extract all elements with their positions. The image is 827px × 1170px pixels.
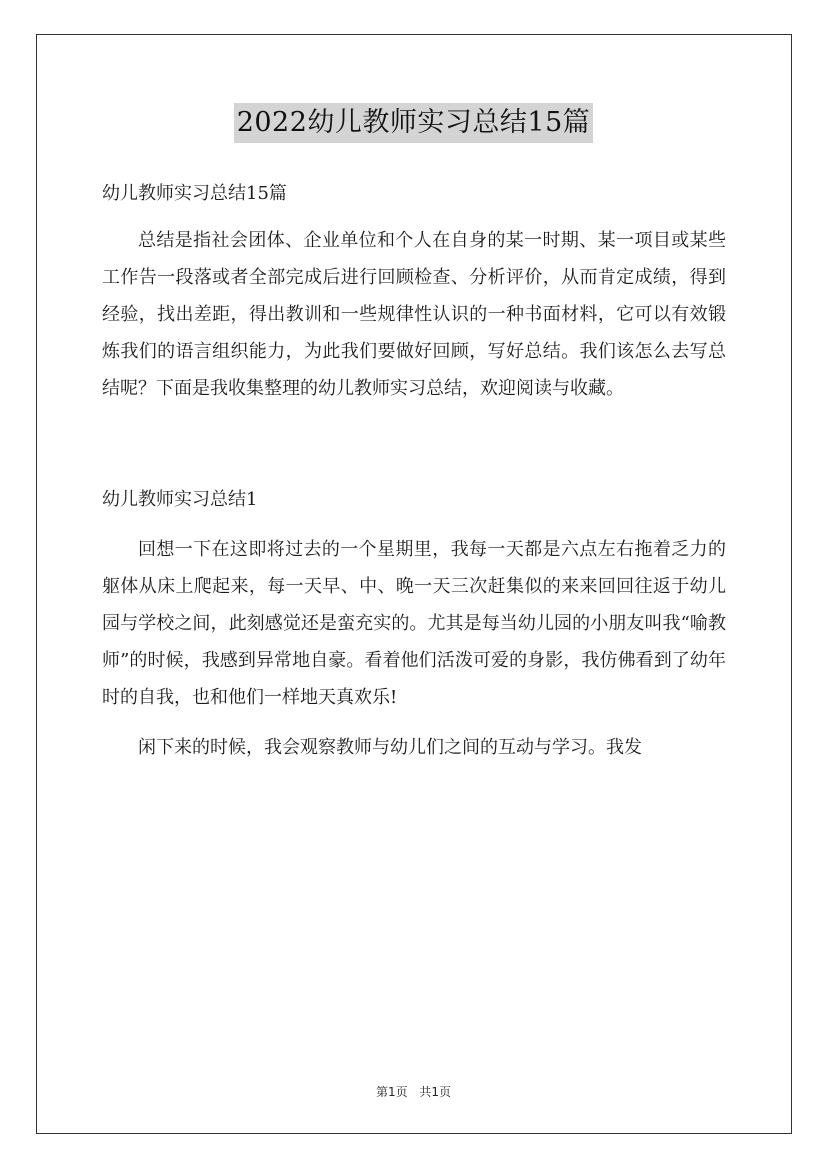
document-body xyxy=(102,175,726,766)
document-subtitle: 幼儿教师实习总结15篇 xyxy=(102,183,287,204)
body-paragraph: 回想一下在这即将过去的一个星期里，我每一天都是六点左右拖着乏力的躯体从床上爬起来，每一天早、中、晚一天三次赶集似的来来回回往返于幼儿园与学校之间，此刻感觉还是蛮充实的。尤其是每当幼儿园的小朋友叫我“喻教师”的时候，我感到异常地自豪。看着他们活泼可爱的身影，我仿佛看到了幼年时的自我，也和他们一样地天真欢乐! xyxy=(102,539,726,708)
body-paragraph: 闲下来的时候，我会观察教师与幼儿们之间的互动与学习。我发 xyxy=(138,737,642,758)
section-heading: 幼儿教师实习总结1 xyxy=(102,489,258,510)
page-number: 第1页 xyxy=(375,1085,408,1099)
document-title: 2022幼儿教师实习总结15篇 xyxy=(234,103,594,143)
intro-paragraph: 总结是指社会团体、企业单位和个人在自身的某一时期、某一项目或某些工作告一段落或者全部完成后进行回顾检查、分析评价，从而肯定成绩，得到经验，找出差距，得出教训和一些规律性认识的一种书面材料，它可以有效锻炼我们的语言组织能力，为此我们要做好回顾，写好总结。我们该怎么去写总结呢？下面是我收集整理的幼儿教师实习总结，欢迎阅读与收藏。 xyxy=(102,230,726,399)
title-container xyxy=(0,103,827,143)
page-total: 共1页 xyxy=(419,1085,452,1099)
page-footer xyxy=(0,1083,827,1100)
